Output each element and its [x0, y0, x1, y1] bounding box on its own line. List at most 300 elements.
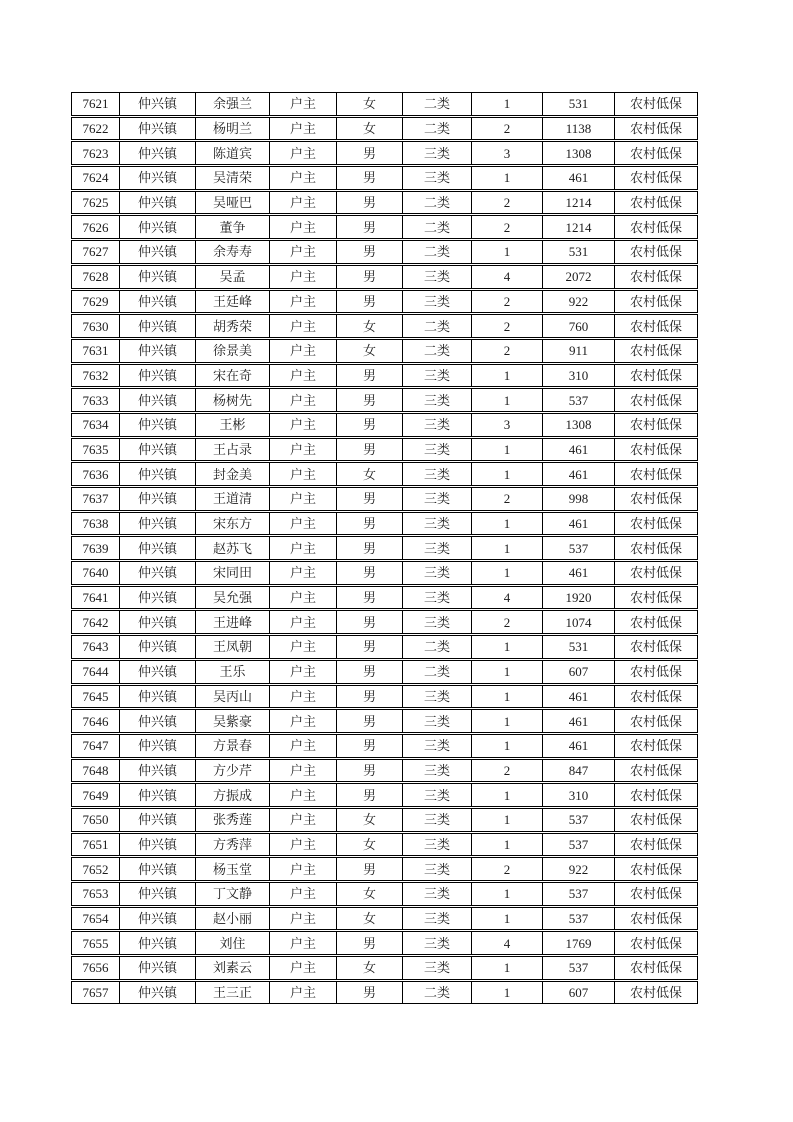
cell-town: 仲兴镇	[119, 265, 195, 289]
cell-household_count: 1	[471, 685, 542, 709]
cell-gender: 男	[336, 931, 402, 955]
table-row	[71, 981, 698, 1005]
cell-assistance_type: 农村低保	[614, 339, 698, 363]
cell-town: 仲兴镇	[119, 685, 195, 709]
cell-name: 王占录	[195, 438, 269, 462]
cell-town: 仲兴镇	[119, 635, 195, 659]
cell-id: 7642	[71, 610, 119, 634]
cell-town: 仲兴镇	[119, 388, 195, 412]
cell-town: 仲兴镇	[119, 512, 195, 536]
cell-amount: 531	[542, 635, 614, 659]
table-row	[71, 685, 698, 709]
cell-amount: 922	[542, 290, 614, 314]
cell-name: 刘住	[195, 931, 269, 955]
cell-category: 三类	[402, 833, 471, 857]
table-row	[71, 314, 698, 338]
cell-household_count: 2	[471, 339, 542, 363]
cell-town: 仲兴镇	[119, 586, 195, 610]
cell-relation: 户主	[269, 610, 336, 634]
cell-id: 7643	[71, 635, 119, 659]
cell-gender: 男	[336, 290, 402, 314]
cell-category: 三类	[402, 931, 471, 955]
cell-household_count: 4	[471, 931, 542, 955]
cell-assistance_type: 农村低保	[614, 783, 698, 807]
cell-gender: 女	[336, 956, 402, 980]
cell-name: 宋在奇	[195, 364, 269, 388]
cell-relation: 户主	[269, 215, 336, 239]
cell-household_count: 1	[471, 956, 542, 980]
cell-relation: 户主	[269, 487, 336, 511]
cell-amount: 461	[542, 462, 614, 486]
cell-gender: 男	[336, 709, 402, 733]
cell-relation: 户主	[269, 857, 336, 881]
cell-relation: 户主	[269, 117, 336, 141]
cell-id: 7636	[71, 462, 119, 486]
cell-household_count: 1	[471, 882, 542, 906]
cell-amount: 310	[542, 783, 614, 807]
cell-town: 仲兴镇	[119, 660, 195, 684]
cell-relation: 户主	[269, 561, 336, 585]
cell-category: 三类	[402, 808, 471, 832]
cell-gender: 女	[336, 314, 402, 338]
cell-town: 仲兴镇	[119, 536, 195, 560]
cell-town: 仲兴镇	[119, 857, 195, 881]
cell-name: 王三正	[195, 981, 269, 1005]
table-row	[71, 734, 698, 758]
cell-relation: 户主	[269, 265, 336, 289]
cell-assistance_type: 农村低保	[614, 462, 698, 486]
cell-town: 仲兴镇	[119, 882, 195, 906]
cell-name: 徐景美	[195, 339, 269, 363]
cell-gender: 男	[336, 240, 402, 264]
cell-relation: 户主	[269, 314, 336, 338]
table-row	[71, 833, 698, 857]
cell-relation: 户主	[269, 512, 336, 536]
cell-amount: 1769	[542, 931, 614, 955]
cell-name: 吴允强	[195, 586, 269, 610]
welfare-roster-table-body	[71, 92, 698, 1004]
cell-town: 仲兴镇	[119, 339, 195, 363]
cell-category: 二类	[402, 339, 471, 363]
cell-assistance_type: 农村低保	[614, 610, 698, 634]
cell-gender: 男	[336, 487, 402, 511]
cell-name: 杨明兰	[195, 117, 269, 141]
cell-town: 仲兴镇	[119, 783, 195, 807]
cell-household_count: 1	[471, 561, 542, 585]
cell-category: 二类	[402, 314, 471, 338]
cell-relation: 户主	[269, 240, 336, 264]
cell-name: 张秀莲	[195, 808, 269, 832]
cell-name: 吴清荣	[195, 166, 269, 190]
cell-gender: 男	[336, 734, 402, 758]
cell-gender: 男	[336, 660, 402, 684]
cell-id: 7633	[71, 388, 119, 412]
cell-category: 三类	[402, 610, 471, 634]
cell-relation: 户主	[269, 759, 336, 783]
cell-relation: 户主	[269, 290, 336, 314]
cell-assistance_type: 农村低保	[614, 240, 698, 264]
cell-gender: 女	[336, 882, 402, 906]
cell-category: 二类	[402, 92, 471, 116]
cell-assistance_type: 农村低保	[614, 660, 698, 684]
cell-amount: 1308	[542, 141, 614, 165]
cell-category: 三类	[402, 561, 471, 585]
cell-id: 7627	[71, 240, 119, 264]
cell-amount: 537	[542, 536, 614, 560]
cell-gender: 男	[336, 141, 402, 165]
table-row	[71, 215, 698, 239]
cell-category: 二类	[402, 635, 471, 659]
table-row	[71, 438, 698, 462]
cell-assistance_type: 农村低保	[614, 388, 698, 412]
cell-relation: 户主	[269, 635, 336, 659]
cell-amount: 537	[542, 833, 614, 857]
cell-name: 方少芹	[195, 759, 269, 783]
cell-amount: 461	[542, 166, 614, 190]
cell-relation: 户主	[269, 339, 336, 363]
cell-assistance_type: 农村低保	[614, 364, 698, 388]
cell-name: 方景春	[195, 734, 269, 758]
cell-name: 杨玉堂	[195, 857, 269, 881]
cell-town: 仲兴镇	[119, 215, 195, 239]
cell-gender: 男	[336, 635, 402, 659]
cell-category: 三类	[402, 685, 471, 709]
cell-name: 丁文静	[195, 882, 269, 906]
cell-id: 7629	[71, 290, 119, 314]
cell-gender: 男	[336, 438, 402, 462]
cell-category: 三类	[402, 783, 471, 807]
cell-amount: 461	[542, 561, 614, 585]
cell-id: 7634	[71, 413, 119, 437]
cell-name: 封金美	[195, 462, 269, 486]
cell-assistance_type: 农村低保	[614, 438, 698, 462]
cell-town: 仲兴镇	[119, 117, 195, 141]
cell-category: 三类	[402, 882, 471, 906]
cell-id: 7626	[71, 215, 119, 239]
cell-town: 仲兴镇	[119, 413, 195, 437]
cell-relation: 户主	[269, 438, 336, 462]
cell-assistance_type: 农村低保	[614, 709, 698, 733]
cell-id: 7655	[71, 931, 119, 955]
cell-town: 仲兴镇	[119, 709, 195, 733]
cell-category: 二类	[402, 117, 471, 141]
cell-assistance_type: 农村低保	[614, 536, 698, 560]
cell-amount: 607	[542, 660, 614, 684]
table-row	[71, 265, 698, 289]
cell-household_count: 1	[471, 808, 542, 832]
cell-gender: 女	[336, 833, 402, 857]
table-row	[71, 166, 698, 190]
table-row	[71, 660, 698, 684]
table-row	[71, 610, 698, 634]
cell-id: 7621	[71, 92, 119, 116]
cell-relation: 户主	[269, 536, 336, 560]
cell-name: 宋同田	[195, 561, 269, 585]
table-row	[71, 808, 698, 832]
cell-amount: 922	[542, 857, 614, 881]
cell-amount: 2072	[542, 265, 614, 289]
cell-category: 三类	[402, 734, 471, 758]
cell-relation: 户主	[269, 956, 336, 980]
cell-assistance_type: 农村低保	[614, 956, 698, 980]
table-row	[71, 388, 698, 412]
cell-household_count: 2	[471, 314, 542, 338]
cell-category: 三类	[402, 462, 471, 486]
cell-relation: 户主	[269, 191, 336, 215]
cell-name: 余强兰	[195, 92, 269, 116]
welfare-roster-table	[71, 91, 698, 1005]
cell-category: 三类	[402, 364, 471, 388]
cell-gender: 男	[336, 610, 402, 634]
cell-id: 7631	[71, 339, 119, 363]
cell-id: 7657	[71, 981, 119, 1005]
table-row	[71, 561, 698, 585]
cell-name: 吴哑巴	[195, 191, 269, 215]
cell-household_count: 1	[471, 364, 542, 388]
cell-relation: 户主	[269, 586, 336, 610]
cell-relation: 户主	[269, 685, 336, 709]
cell-category: 二类	[402, 191, 471, 215]
cell-gender: 女	[336, 907, 402, 931]
cell-relation: 户主	[269, 92, 336, 116]
table-row	[71, 339, 698, 363]
table-row	[71, 92, 698, 116]
cell-amount: 537	[542, 388, 614, 412]
cell-relation: 户主	[269, 388, 336, 412]
cell-category: 二类	[402, 660, 471, 684]
cell-id: 7649	[71, 783, 119, 807]
cell-name: 方秀萍	[195, 833, 269, 857]
cell-category: 三类	[402, 709, 471, 733]
table-row	[71, 857, 698, 881]
cell-town: 仲兴镇	[119, 92, 195, 116]
cell-amount: 1214	[542, 215, 614, 239]
cell-id: 7623	[71, 141, 119, 165]
cell-gender: 男	[336, 166, 402, 190]
cell-gender: 男	[336, 561, 402, 585]
cell-category: 三类	[402, 487, 471, 511]
cell-relation: 户主	[269, 709, 336, 733]
cell-relation: 户主	[269, 166, 336, 190]
cell-town: 仲兴镇	[119, 833, 195, 857]
cell-category: 三类	[402, 290, 471, 314]
cell-relation: 户主	[269, 364, 336, 388]
cell-assistance_type: 农村低保	[614, 981, 698, 1005]
cell-assistance_type: 农村低保	[614, 561, 698, 585]
cell-category: 二类	[402, 215, 471, 239]
cell-relation: 户主	[269, 833, 336, 857]
cell-assistance_type: 农村低保	[614, 685, 698, 709]
cell-gender: 男	[336, 388, 402, 412]
table-row	[71, 907, 698, 931]
cell-category: 三类	[402, 857, 471, 881]
cell-category: 二类	[402, 240, 471, 264]
cell-household_count: 1	[471, 240, 542, 264]
cell-assistance_type: 农村低保	[614, 265, 698, 289]
cell-amount: 1138	[542, 117, 614, 141]
cell-amount: 537	[542, 882, 614, 906]
cell-household_count: 1	[471, 709, 542, 733]
cell-id: 7625	[71, 191, 119, 215]
cell-assistance_type: 农村低保	[614, 512, 698, 536]
cell-assistance_type: 农村低保	[614, 931, 698, 955]
cell-household_count: 2	[471, 191, 542, 215]
cell-relation: 户主	[269, 931, 336, 955]
cell-gender: 男	[336, 512, 402, 536]
cell-name: 王乐	[195, 660, 269, 684]
cell-id: 7647	[71, 734, 119, 758]
cell-household_count: 4	[471, 265, 542, 289]
cell-assistance_type: 农村低保	[614, 882, 698, 906]
cell-category: 三类	[402, 907, 471, 931]
cell-name: 胡秀荣	[195, 314, 269, 338]
cell-assistance_type: 农村低保	[614, 117, 698, 141]
cell-category: 三类	[402, 413, 471, 437]
cell-town: 仲兴镇	[119, 610, 195, 634]
cell-amount: 461	[542, 734, 614, 758]
cell-category: 三类	[402, 512, 471, 536]
cell-gender: 男	[336, 191, 402, 215]
cell-amount: 537	[542, 907, 614, 931]
cell-household_count: 1	[471, 981, 542, 1005]
cell-assistance_type: 农村低保	[614, 290, 698, 314]
cell-town: 仲兴镇	[119, 240, 195, 264]
table-row	[71, 759, 698, 783]
cell-amount: 1920	[542, 586, 614, 610]
cell-household_count: 1	[471, 166, 542, 190]
table-row	[71, 191, 698, 215]
cell-name: 吴紫豪	[195, 709, 269, 733]
table-row	[71, 487, 698, 511]
cell-category: 三类	[402, 586, 471, 610]
cell-name: 王凤朝	[195, 635, 269, 659]
cell-household_count: 2	[471, 290, 542, 314]
cell-relation: 户主	[269, 462, 336, 486]
cell-town: 仲兴镇	[119, 191, 195, 215]
cell-household_count: 3	[471, 413, 542, 437]
cell-assistance_type: 农村低保	[614, 141, 698, 165]
cell-assistance_type: 农村低保	[614, 857, 698, 881]
cell-category: 三类	[402, 141, 471, 165]
cell-assistance_type: 农村低保	[614, 413, 698, 437]
cell-relation: 户主	[269, 734, 336, 758]
cell-town: 仲兴镇	[119, 166, 195, 190]
cell-town: 仲兴镇	[119, 907, 195, 931]
cell-name: 杨树先	[195, 388, 269, 412]
cell-town: 仲兴镇	[119, 364, 195, 388]
cell-id: 7635	[71, 438, 119, 462]
cell-gender: 男	[336, 586, 402, 610]
cell-relation: 户主	[269, 413, 336, 437]
cell-assistance_type: 农村低保	[614, 191, 698, 215]
table-row	[71, 240, 698, 264]
cell-gender: 女	[336, 92, 402, 116]
cell-amount: 310	[542, 364, 614, 388]
cell-household_count: 1	[471, 438, 542, 462]
cell-id: 7632	[71, 364, 119, 388]
cell-name: 陈道宾	[195, 141, 269, 165]
cell-amount: 461	[542, 512, 614, 536]
cell-name: 方振成	[195, 783, 269, 807]
cell-category: 三类	[402, 265, 471, 289]
cell-name: 吴孟	[195, 265, 269, 289]
table-row	[71, 117, 698, 141]
cell-name: 王进峰	[195, 610, 269, 634]
cell-amount: 531	[542, 240, 614, 264]
cell-relation: 户主	[269, 808, 336, 832]
cell-amount: 847	[542, 759, 614, 783]
cell-category: 三类	[402, 438, 471, 462]
cell-household_count: 1	[471, 462, 542, 486]
cell-town: 仲兴镇	[119, 808, 195, 832]
cell-household_count: 4	[471, 586, 542, 610]
cell-id: 7646	[71, 709, 119, 733]
cell-amount: 537	[542, 956, 614, 980]
cell-gender: 男	[336, 215, 402, 239]
cell-assistance_type: 农村低保	[614, 734, 698, 758]
cell-relation: 户主	[269, 981, 336, 1005]
cell-name: 王廷峰	[195, 290, 269, 314]
cell-gender: 女	[336, 117, 402, 141]
cell-id: 7656	[71, 956, 119, 980]
cell-relation: 户主	[269, 660, 336, 684]
cell-name: 王彬	[195, 413, 269, 437]
cell-relation: 户主	[269, 882, 336, 906]
table-row	[71, 635, 698, 659]
cell-gender: 女	[336, 462, 402, 486]
cell-household_count: 1	[471, 388, 542, 412]
table-row	[71, 462, 698, 486]
cell-relation: 户主	[269, 907, 336, 931]
cell-name: 余寿寿	[195, 240, 269, 264]
table-row	[71, 882, 698, 906]
cell-town: 仲兴镇	[119, 759, 195, 783]
cell-household_count: 1	[471, 635, 542, 659]
cell-assistance_type: 农村低保	[614, 215, 698, 239]
cell-category: 二类	[402, 981, 471, 1005]
table-row	[71, 586, 698, 610]
cell-amount: 537	[542, 808, 614, 832]
cell-household_count: 2	[471, 487, 542, 511]
cell-id: 7637	[71, 487, 119, 511]
cell-amount: 531	[542, 92, 614, 116]
cell-gender: 男	[336, 981, 402, 1005]
cell-name: 王道清	[195, 487, 269, 511]
cell-assistance_type: 农村低保	[614, 314, 698, 338]
cell-amount: 1074	[542, 610, 614, 634]
cell-assistance_type: 农村低保	[614, 586, 698, 610]
cell-name: 刘素云	[195, 956, 269, 980]
table-row	[71, 141, 698, 165]
cell-amount: 461	[542, 685, 614, 709]
cell-assistance_type: 农村低保	[614, 635, 698, 659]
cell-assistance_type: 农村低保	[614, 92, 698, 116]
cell-town: 仲兴镇	[119, 314, 195, 338]
cell-town: 仲兴镇	[119, 290, 195, 314]
table-row	[71, 956, 698, 980]
cell-id: 7624	[71, 166, 119, 190]
cell-gender: 男	[336, 265, 402, 289]
cell-category: 三类	[402, 388, 471, 412]
cell-id: 7641	[71, 586, 119, 610]
cell-amount: 461	[542, 709, 614, 733]
table-row	[71, 709, 698, 733]
cell-category: 三类	[402, 759, 471, 783]
cell-household_count: 1	[471, 783, 542, 807]
table-row	[71, 512, 698, 536]
cell-household_count: 1	[471, 512, 542, 536]
cell-household_count: 2	[471, 215, 542, 239]
